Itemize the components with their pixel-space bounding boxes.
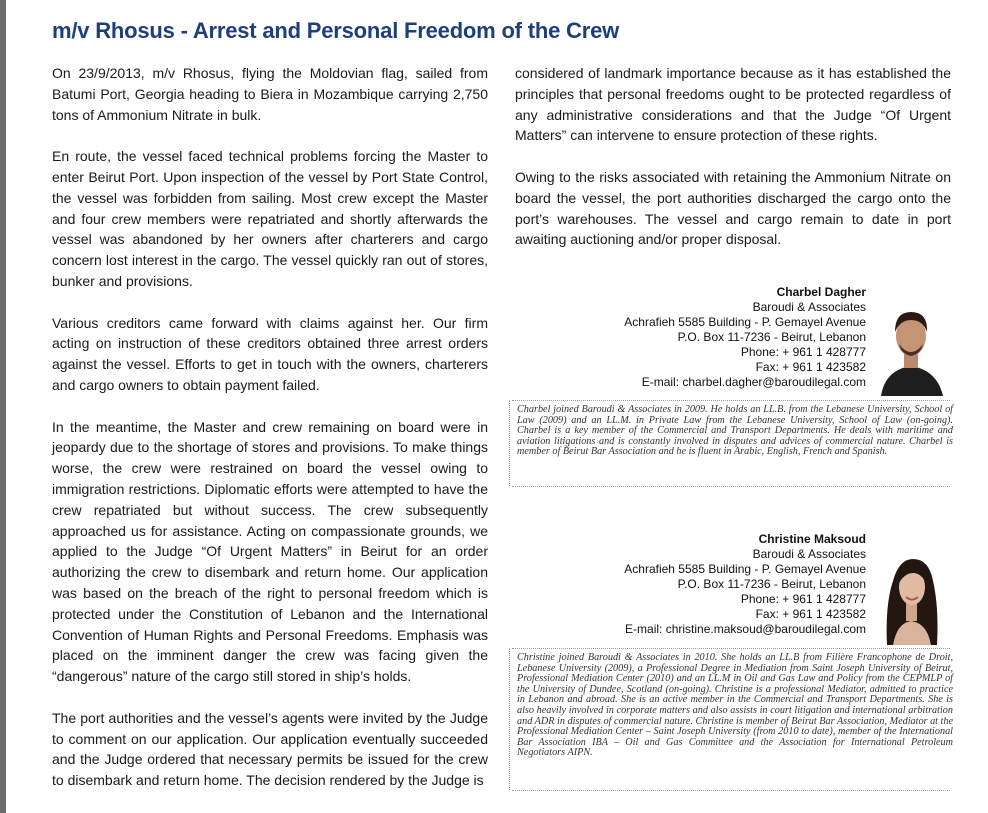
author-email[interactable]: E-mail: charbel.dagher@baroudilegal.com (641, 375, 866, 389)
author-address-line1: Achrafieh 5585 Building - P. Gemayel Avenue (624, 315, 866, 329)
bio-divider-bottom (512, 790, 950, 791)
author-phone: Phone: + 961 1 428777 (740, 592, 866, 606)
author-email[interactable]: E-mail: christine.maksoud@baroudilegal.com (625, 622, 866, 636)
author-fax: Fax: + 961 1 423582 (755, 607, 866, 621)
author-firm: Baroudi & Associates (752, 547, 866, 561)
author-address-line2: P.O. Box 11-7236 - Beirut, Lebanon (677, 330, 866, 344)
author-bio-christine: Christine joined Baroudi & Associates in 2010. She holds an LL.B from Filière Francophone de Droit, Lebanese University (2009), a Professional Degree in Mediation from Saint Joseph University of Beirut, Professional Mediation Center (2010) and an LL.M in Oil and Gas Law and Policy from the CEPMLP of the University of Dundee, Scotland (on-going). Christine is a professional Mediator, admitted to practice in Lebanon and abroad. She is an active member in the Commercial and Transport Departments. She is also heavily involved in corporate matters and also assists in court litigation and international arbitration and ADR in disputes of commercial nature. Christine is member of Beirut Bar Association, Mediator at the Professional Mediation Center – Saint Joseph University (from 2010 to date), member of the International Bar Association IBA – Oil and Gas Committee and the Association for International Petroleum Negotiators AIPN. (517, 652, 953, 759)
author-name: Charbel Dagher (776, 285, 866, 299)
paragraph-landmark: considered of landmark importance because as it has established the principles that personal freedoms ought to be protected regardless of any administrative considerations and that the Judge “Of Urgent Matters” can intervene to ensure protection of these rights. (515, 65, 951, 144)
bio-divider-top (512, 648, 950, 649)
author-name: Christine Maksoud (758, 532, 866, 546)
author-fax: Fax: + 961 1 423582 (755, 360, 866, 374)
paragraph-cargo-discharge: Owing to the risks associated with retaining the Ammonium Nitrate on board the vessel, the port authorities discharged the cargo onto the port’s warehouses. The vessel and cargo remain to date in port awaiting auctioning and/or proper disposal. (515, 168, 951, 248)
female-portrait-icon (871, 545, 951, 645)
author-firm: Baroudi & Associates (752, 300, 866, 314)
bio-divider-top (512, 400, 950, 401)
paragraph-meantime: In the meantime, the Master and crew remaining on board were in jeopardy due to the shortage of stores and provisions. To make things worse, the crew were restrained on board the vessel owing to immigration restrictions. Diplomatic efforts were attempted to have the crew repatriated but without success. The crew subsequently approached us for assistance. Acting on compassionate grounds, we applied to the Judge “Of Urgent Matters” in Beirut for an order authorizing the crew to disembark and return home. Our application was based on the breach of the right to personal freedom which is protected under the Constitution of Lebanon and the International Convention of Human Rights and Personal Freedoms. Emphasis was placed on the imminent danger the crew was facing given the “dangerous” nature of the cargo still stored in ship’s holds. (52, 418, 488, 685)
article-left-column (52, 63, 488, 791)
paragraph-port-authorities: The port authorities and the vessel’s agents were invited by the Judge to comment on our application. Our application eventually succeeded and the Judge ordered that necessary permits be issued for the crew to disembark and return home. The decision rendered by the Judge is (52, 709, 488, 789)
article-right-column (515, 63, 951, 271)
left-edge-bar (0, 0, 6, 813)
author-address-line2: P.O. Box 11-7236 - Beirut, Lebanon (677, 577, 866, 591)
bio-divider-bottom (512, 486, 950, 487)
male-portrait-icon (871, 296, 951, 396)
paragraph-en-route: En route, the vessel faced technical problems forcing the Master to enter Beirut Port. Upon inspection of the vessel by Port State Control, the vessel was forbidden from sailing. Most crew except the Master and four crew members were repatriated and shortly afterwards the vessel was abandoned by her owners after charterers and cargo concern lost interest in the cargo. The vessel quickly ran out of stores, bunker and provisions. (52, 148, 488, 289)
bio-divider-vertical (509, 400, 510, 486)
bio-divider-vertical (509, 648, 510, 790)
article-title: m/v Rhosus - Arrest and Personal Freedom of the Crew (52, 18, 620, 43)
author-contact-christine (624, 532, 866, 637)
author-bio-charbel: Charbel joined Baroudi & Associates in 2009. He holds an LL.B. from the Lebanese University, School of Law (2009) and an LL.M. in Private Law from the Lebanese University, School of Law (on-going). Charbel is a key member of the Commercial and Transport Departments. He deals with maritime and aviation litigations and is constantly involved in disputes and advices of commercial nature. Charbel is member of Beirut Bar Association and he is fluent in Arabic, English, French and Spanish. (517, 404, 953, 458)
paragraph-creditors: Various creditors came forward with claims against her. Our firm acting on instruction of these creditors obtained three arrest orders against the vessel. Efforts to get in touch with the owners, charterers and cargo owners to obtain payment failed. (52, 314, 488, 393)
author-photo-charbel (871, 296, 951, 396)
author-photo-christine (871, 545, 951, 645)
author-contact-charbel (624, 285, 866, 390)
author-address-line1: Achrafieh 5585 Building - P. Gemayel Avenue (624, 562, 866, 576)
author-phone: Phone: + 961 1 428777 (740, 345, 866, 359)
paragraph-voyage: On 23/9/2013, m/v Rhosus, flying the Moldovian flag, sailed from Batumi Port, Georgia heading to Biera in Mozambique carrying 2,750 tons of Ammonium Nitrate in bulk. (52, 65, 488, 123)
